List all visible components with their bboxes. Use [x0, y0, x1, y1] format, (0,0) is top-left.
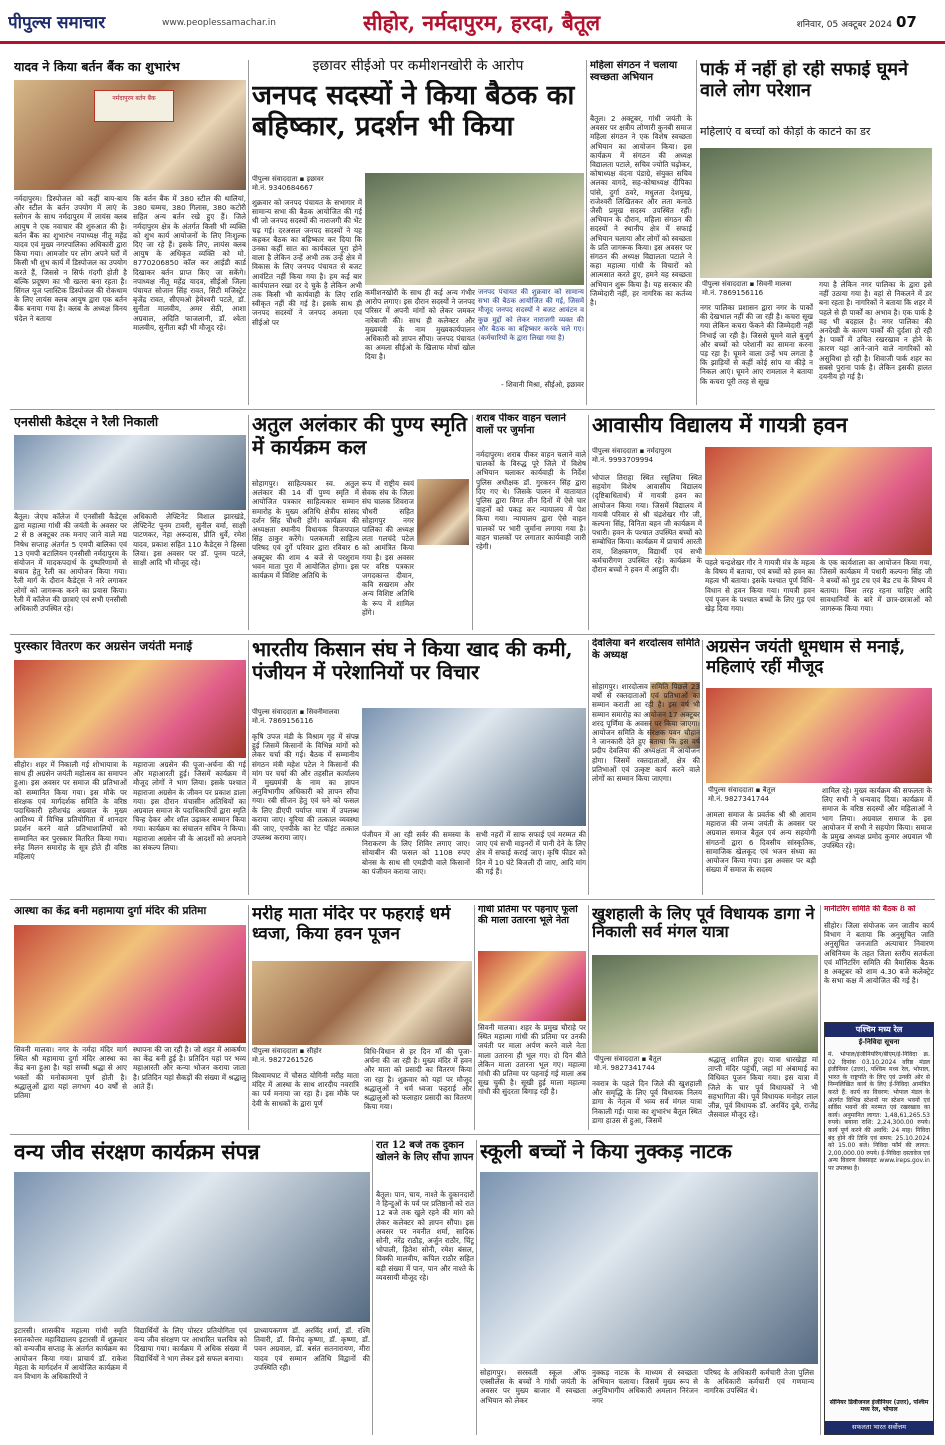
headline: अतुल अलंकार की पुण्य स्मृति में कार्यक्रम कल: [252, 413, 467, 459]
column-1: भोपाल तिराहा स्थित रसूलिया स्थित सहयोग विशेष आवासीय विद्यालय (दृष्टिबाधितार्थ) में गायत्री हवन का आयोजन किया गया। जिसमें विद्यालय में गायत्री परिवार से श्री चंद्रशेखर गौर जी, कल्पना सिंह, विनिता बहन जी कार्यक्रम में पधारी। हवन के पश्चात उपस्थित बच्चों को सम्बोधित किया। कार्यक्रम में प्राचार्य आरती राय, शिक्षकगण, विद्यार्थी एवं सभी कर्मचारीगण उपस्थित रहे। कार्यक्रम के दौरान बच्चों ने हवन में आहुति दी।: [592, 473, 702, 575]
site-url[interactable]: www.peoplessamachar.in: [162, 18, 276, 28]
headline: जनपद सदस्यों ने किया बैठक का बहिष्कार, प्रदर्शन भी किया: [252, 80, 575, 143]
article-shop-memorandum: [376, 1140, 474, 1435]
column-2: स्थापना की जा रही है। जो शहर में आकर्षण का केंद्र बनी हुई है। प्रतिदिन यहां पर भव्य महाआरती और कन्या भोजन कराया जाता है। प्रतिदिन यहां सैकड़ों की संख्या में श्रद्धालु आते हैं।: [133, 1045, 246, 1091]
column-1: आमला समाज के प्रवर्तक श्री श्री आराम महाराज की जन्म जयंती के अवसर पर अग्रवाल समाज बैतूल एवं अन्य सहयोगी संगठनों द्वारा 6 दिवसीय सांस्कृतिक, सामाजिक खेलकूद एवं भजन संध्या का आयोजन किया गया। इस अवसर पर बड़ी संख्या में समाज के सदस्य: [706, 810, 816, 875]
column-2: नुक्कड़ नाटक के माध्यम से स्वच्छता अभियान चलाया। जिसमें मुख्य रूप से अनुविभागीय अधिकारी अमलान निरंजन नगर: [592, 1368, 698, 1405]
headline: देवलिया बने शरदोत्सव समिति के अध्यक्ष: [592, 638, 700, 661]
column-2: रूप में राष्ट्रीय स्वयं सेवक संघ के जिला संघ चालक शिवराज चौधरी सहित सोहागपुर नगर पालिका की अध्यक्ष लता गलचंदे पटेल को आमंत्रित किया गया है। इस अवसर पर वरिष्ठ पत्रकार जगदकान्त दीवान, कवि सखराम और अन्य विशिष्ट अतिथि के रूप में शामिल होंगे।: [362, 479, 414, 617]
column-1: बैतूल। जेएच कॉलेज में एनसीसी कैडेट्स द्वारा महात्मा गांधी की जयंती के अवसर पर 2 से 8 अक्टूबर तक मनाए जाने वाले मद्य निषेध सप्ताह अंतर्गत 5 एमपी बालिका एवं 13 एमपी बटालियन एनसीसी नर्मदापुरम के संयोजन में मादकपदार्थ के दुष्परिणामों से बचाव हेतु रैली का आयोजन किया गया। रैली मार्ग के दौरान कैडेट्स ने नारे लगाकर लोगों को जागरूक करने का प्रयास किया। रैली में कॉलेज की छात्राएं एवं सभी एनसीसी अधिकारी उपस्थित रहे।: [14, 512, 127, 614]
photo: [252, 961, 472, 1045]
divider: [474, 905, 475, 1130]
article-park-cleanliness: [700, 60, 932, 405]
byline-place: इछावर: [306, 175, 324, 183]
byline-mobile: मो.नं. 7869156116: [702, 289, 764, 297]
row-divider: [10, 409, 935, 410]
byline: पीपुल्स संवाददाता ▪ नर्मदापुरम मो.नं. 9993709994: [592, 447, 672, 464]
byline-mobile: मो.नं. 7869156116: [252, 717, 314, 725]
subheadline: महिलाएं व बच्चों को कीड़ों के काटने का डर: [700, 126, 871, 138]
byline-place: सिवनीमालवा: [306, 708, 340, 716]
ad-org: पश्चिम मध्य रेल: [825, 1023, 933, 1037]
byline-name: पीपुल्स संवाददाता: [702, 280, 748, 288]
column-2: कि बर्तन बैंक में 380 स्टील की थालियां, 380 चम्मच, 380 गिलास, 380 कटोरी सहित अन्य बर्तन रखे हुए हैं। जिले नर्मदापुरम क्षेत्र के अंतर्गत किसी भी व्यक्ति को शुभ कार्य आयोजनों के लिए निःशुल्क दिए जा रहे हैं। इसके लिए, लायंस क्लब आयुष के अधिकृत व्यक्ति को मो. 8770206850 कॉल कर आईडी कार्ड दिखाकर बर्तन प्राप्त किए जा सकेंगे। नपाध्यक्ष नीतू महेंद्र यादव, सीईओ जिला पंचायत सोजान सिंह रावत, सिटी मजिस्ट्रेट बृजेंद्र रावत, सीएमओ हेमेश्वरी पटले, डॉ. सुनीता मालवीय, अमर सेठी, आशा अग्रवाल, अदिति फाजलानी, डॉ. श्वेता मालवीय, सुनीता बड़ी भी मौजूद रहे।: [133, 194, 246, 332]
byline: पीपुल्स संवाददाता ▪ बैतूल मो.नं. 9827341744: [594, 1055, 662, 1072]
column-1: विश्वामघाट में चौसठ योगिनी मरीह माता मंदिर में आस्था के साथ शारदीय नवरात्रि का पर्व मनाया जा रहा है। इस मौके पर देवी के साधकों के द्वारा पूर्ण: [252, 1071, 359, 1108]
brand-logo: पीपुल्स समाचार: [8, 13, 106, 33]
column-2: विधि-विधान से हर दिन माँ की पूजा-अर्चना की जा रही है। मुख्य मंदिर में हवन और माता को प्रसादी का वितरण किया जा रहा है। शुक्रवार को यहां पर मौजूद श्रद्धालुओं ने धर्म ध्वजा फहराई और श्रद्धालुओं को फलाहार प्रसादी का वितरण किया गया।: [364, 1047, 472, 1112]
headline: वन्य जीव संरक्षण कार्यक्रम संपन्न: [14, 1140, 260, 1164]
photo: [14, 925, 246, 1043]
byline-place: बैतूल: [762, 786, 776, 794]
headline: स्कूली बच्चों ने किया नुक्कड़ नाटक: [480, 1140, 732, 1163]
divider: [248, 60, 249, 405]
column-2: महाराजा अग्रसेन की पूजा-अर्चना की गई और महाआरती हुई। जिसमें कार्यक्रम में मौजूद लोगों ने भाग लिया। इसके पश्चात महाराजा अग्रसेन के जीवन पर प्रकाश डाला गया। इस दौरान मंचासीन अतिथियों का अग्रवाल समाज के पदाधिकारियों द्वारा स्मृति चिन्ह देकर और शॉल उढ़ाकर सम्मान किया गया। कार्यक्रम का संचालन सचिव ने किया। महाराजा अग्रसेन जी के आदर्शों को अपनाने का संकल्प लिया।: [133, 760, 246, 852]
headline: खुशहाली के लिए पूर्व विधायक डागा ने निकाली सर्व मंगल यात्रा: [592, 905, 815, 942]
photo: [706, 688, 932, 783]
byline-name: पीपुल्स संवाददाता: [252, 175, 298, 183]
body: बैतूल। पान, चाय, नाश्ते के दुकानदारों ने हिन्दुओं के पर्व पर प्रतिष्ठानों को रात 12 बजे तक खुले रहने की मांग को लेकर कलेक्टर को ज्ञापन सौंपा। इस अवसर पर नवनीत शर्मा, सादिक सोनी, नरेंद्र राठौड़, अर्जुन राठौर, चिंटू भोपाली, हितेश सोनी, रमेश बंसल, विक्की मालवीय, कपिल राठौर सहित बड़ी संख्या में पान, पान और नाश्ते के व्यवसायी मौजूद रहे।: [376, 1190, 474, 1282]
byline-name: पीपुल्स संवाददाता: [592, 447, 638, 455]
divider: [702, 640, 703, 895]
body: सीहोर। जिला संयोजक जन जातीय कार्य विभाग ने बताया कि अनुसूचित जाति अनुसूचित जनजाति अत्याचार निवारण अधिनियम के तहत जिला स्तरीय सतर्कता एवं मॉनिटरिंग समिति की त्रैमासिक बैठक 8 अक्टूबर को शाम 4.30 बजे कलेक्ट्रेट के सभा कक्ष में आयोजित की गई है।: [824, 921, 934, 986]
column-2: श्रद्धालु शामिल हुए। यात्रा धारखेड़ा मां ताप्ती मंदिर पहुंची, जहां मां अंबामाई का विधिवत पूजन किया गया। इस यात्रा में जिले के चार पूर्व विधायकों ने भी सहभागिता की। पूर्व विधायक मनोहर लाल जीन्न, पूर्व विधायक डॉ. अरविंद दुबे, राजेंद्र जैसवाल मौजूद रहे।: [708, 1055, 818, 1120]
photo: [705, 447, 932, 555]
column-2: कमीशनखोरी के साथ ही कई अन्य गंभीर आरोप लगाए। इस दौरान सदस्यों ने जनपद परिसर में अपनी मांगों को लेकर जमकर नारेबाजी की। साथ ही कलेक्टर और मुख्यमंत्री के नाम मुख्यकार्यपालन अधिकारी को ज्ञापन सौंपा। जनपद पंचायत का अमला सीईओ के खिलाफ मोर्चा खोल दिया है।: [365, 288, 475, 362]
divider: [476, 1140, 477, 1435]
divider: [588, 640, 589, 895]
column-3: परिषद के अधिकारी कर्मचारी तेजा पुलिस के अधिकारी कर्मचारी एवं गणमान्य नागरिक उपस्थित थे।: [704, 1368, 814, 1396]
article-janpad-boycott: [252, 58, 584, 405]
divider: [248, 640, 249, 895]
article-mahila-swachhta: [590, 60, 692, 405]
article-durga-mandir: [14, 905, 246, 1130]
column-1: सोहागपुर। सरस्वती स्कूल ऑफ एक्सीलेंस के बच्चों ने गांधी जयंती के अवसर पर मुख्य बाजार में स्वच्छता अभियान को लेकर: [480, 1368, 586, 1405]
byline: पीपुल्स संवाददाता ▪ इछावर मो.नं. 9340684667: [252, 175, 324, 192]
photo: [700, 148, 932, 278]
divider: [588, 415, 589, 630]
ad-text: मं. भोपाल/इंजीनियरिंग/बीएम/ई-निविदा क्र. 02 दिनांक 03.10.2024 वरिष्ठ मंडल इंजीनियर (उत्तर), पश्चिम मध्य रेल, भोपाल, भारत के राष्ट्रपति के लिए एवं उनकी ओर से निम्नलिखित कार्य के लिए ई-निविदा आमंत्रित करते हैं: कार्य का विवरण: भोपाल मंडल के अंतर्गत विभिन्न स्टेशनों पर स्टेशन भवनों एवं सर्विस भवनों की मरम्मत एवं रखरखाव का कार्य। अनुमानित लागत: 1,48,61,265.53 रुपये। बयाना राशि: 2,24,300.00 रुपये। कार्य पूर्ण करने की अवधि: 24 माह। निविदा बंद होने की तिथि एवं समय: 25.10.2024 को 15.00 बजे। निविदा फॉर्म की लागत: 2,00,000.00 रुपये। ई-निविदा दस्तावेज एवं अन्य विवरण वेबसाइट www.ireps.gov.in पर उपलब्ध है।: [828, 1051, 930, 1172]
article-agrasen-awards: [14, 640, 246, 895]
photo: [592, 955, 818, 1053]
article-kisan-sangh: [252, 638, 586, 895]
byline-mobile: मो.नं. 9827341744: [708, 795, 770, 803]
masthead-rule: [0, 41, 945, 44]
article-gayatri-havan: [592, 413, 932, 630]
divider: [372, 1140, 373, 1435]
divider: [696, 60, 697, 405]
article-ncc-rally: [14, 415, 246, 630]
article-wildlife: [14, 1140, 370, 1435]
ad-tagline: सफलता भारत सर्वोत्तम: [825, 1421, 933, 1434]
column-1: सिवनी मालवा। नगर के नर्मदा मंदिर मार्ग स्थित श्री महामाया दुर्गा मंदिर आस्था का केंद्र बना हुआ है। यहां सच्ची श्रद्धा से आए भक्तों की मनोकामना पूर्ण होती है। श्रद्धालुओं द्वारा यहां लगभग 40 वर्षों से प्रतिमा: [14, 1045, 127, 1101]
photo-banner: नर्मदापुरम बर्तन बैंक: [94, 90, 174, 122]
body: सिवनी मालवा। शहर के प्रमुख चौराहे पर स्थित महात्मा गांधी की प्रतिमा पर उनकी जयंती पर माला अर्पण करने वाले नेता माला उतारना ही भूल गए। दो दिन बीते लेकिन माला उतारना भूल गए। महात्मा गांधी की प्रतिमा पर पहनाई गई माला अब सूख चुकी है। सूखी हुई माला महात्मा गांधी की सुंदरता बिगाड़ रही है।: [478, 1023, 586, 1097]
railway-tender-ad: [824, 1022, 934, 1435]
article-drunk-driving: [476, 413, 586, 630]
kicker: इछावर सीईओ पर कमीशनखोरी के आरोप: [312, 58, 524, 74]
divider: [820, 905, 821, 1435]
byline-mobile: मो.नं. 9340684667: [252, 184, 314, 192]
quote-attribution: - शिवानी मिश्रा, सीईओ, इछावर: [501, 380, 584, 389]
region-title: सीहोर, नर्मदापुरम, हरदा, बैतूल: [363, 10, 601, 35]
article-marih-mata: [252, 905, 472, 1130]
headline: पुरस्कार वितरण कर अग्रसेन जयंती मनाई: [14, 640, 193, 653]
headline: गांधी प्रतिमा पर पहनाए फूलों की माला उतारना भूले नेता: [478, 905, 578, 926]
article-daga-yatra: [592, 905, 818, 1130]
photo: [14, 80, 246, 190]
body: बैतूल। 2 अक्टूबर, गांधी जयंती के अवसर पर क्षत्रीय लोणारी कुनबी समाज महिला संगठन ने एक विशेष स्वच्छता अभियान का आयोजन किया। इस कार्यक्रम में संगठन की अध्यक्ष विद्यालता पटाले, सचिव ज्योति चढ़ोकर, कोषाध्यक्ष वंदना पंडाग्रे, संयुक्त सचिव अलका वागदे, सह-कोषाध्यक्ष दीपिका पांसे, दुर्गा ठवरे, मधुलता देशमुख, राजेश्वरी लिखितकर और लता कनाठे जैसी प्रमुख सदस्य उपस्थित रहीं। अभियान के दौरान, महिला संगठन की सदस्यों ने स्थानीय क्षेत्र में सफाई अभियान चलाया और लोगों को स्वच्छता के प्रति जागरूक किया। इस अवसर पर संगठन की अध्यक्ष विद्यालता पटाले ने कहा महात्मा गांधी के विचारों को आत्मसात करते हुए, हमने यह स्वच्छता अभियान शुरू किया है। यह सरकार की जिम्मेदारी नहीं, हर नागरिक का कर्तव्य है।: [590, 114, 692, 308]
divider: [472, 415, 473, 630]
byline-mobile: मो.नं. 9993709994: [592, 456, 654, 464]
ad-footer: सीनियर डिवीजनल इंजीनियर (उत्तर), पश्चिम मध्य रेल, भोपाल: [829, 1399, 929, 1413]
article-nukkad-natak: [480, 1140, 818, 1435]
byline-mobile: मो.नं. 9827341744: [594, 1064, 656, 1072]
column-2: शामिल रहे। मुख्य कार्यक्रम की सफलता के लिए सभी ने धन्यवाद दिया। कार्यक्रम में समाज के वरिष्ठ सदस्यों और महिलाओं ने भाग लिया। अग्रवाल समाज के इस आयोजन में सभी ने सहयोग किया। समाज के प्रमुख अध्यक्ष प्रमोद कुमार अग्रवाल भी उपस्थित रहे।: [822, 786, 932, 851]
column-1: सोहागपुर। साहित्यकार स्व. अतुल अलंकार की 14 वीं पुण्य स्मृति में आयोजित पत्रकार साहित्यकार सम्मान समारोह के मुख्य अतिथि क्षेत्रीय सांसद दर्शन सिंह चौधरी होंगे। कार्यक्रम की अध्यक्षता स्थानीय विधायक विजयपाल सिंह ठाकुर करेंगे। पलकमती साहित्य परिषद एवं दुर्गे परिवार द्वारा रविवार 6 अक्टूबर की शाम 4 बजे से परशुराम भवन माता पुरा में आयोजित होगा। इस कार्यक्रम में विशिष्ट अतिथि के: [252, 479, 359, 581]
photo: [365, 173, 584, 285]
headline: रात 12 बजे तक दुकान खोलने के लिए सौंपा ज्ञापन: [376, 1140, 474, 1163]
headline: महिला संगठन ने चलाया स्वच्छता अभियान: [590, 60, 678, 83]
byline-place: नर्मदापुरम: [646, 447, 672, 455]
headline: मरीह माता मंदिर पर फहराई धर्म ध्वजा, किया हवन पूजन: [252, 905, 451, 944]
issue-date: शनिवार, 05 अक्टूबर 2024: [796, 20, 892, 30]
byline-name: पीपुल्स संवाददाता: [708, 786, 754, 794]
article-agrasen-betul: [706, 638, 932, 895]
column-2: विद्यार्थियों के लिए पोस्टर प्रतियोगिता एवं वन्य जीव संरक्षण पर आधारित चलचित्र को दिखाया गया। कार्यक्रम में अधिक संख्या में विद्यार्थियों ने भाग लेकर इसे सफल बनाया।: [134, 1326, 247, 1363]
ad-heading: ई-निविदा सूचना: [858, 1038, 900, 1046]
column-2: अधिकारी लेफ्टिनेंट विशाल झारखंडे, लेफ्टिनेंट पूनम टावरी, सुनील वर्मा, साक्षी पाटणकर, नेहा अरूदास, प्रीति धुर्वे, रमेश यादव, प्रकाश सहित 110 कैडेट्स ने हिस्सा लिया। इस अवसर पर डॉ. पूनम पटले, साक्षी आदि भी मौजूद रहे।: [133, 512, 246, 568]
article-gandhi-mala: [478, 905, 586, 1130]
photo: [478, 951, 586, 1021]
headline: आवासीय विद्यालय में गायत्री हवन: [592, 413, 848, 437]
byline: पीपुल्स संवाददाता ▪ बैतूल मो.नं. 9827341744: [708, 786, 776, 803]
headline: शराब पीकर वाहन चलाने वालों पर जुर्माना: [476, 413, 566, 436]
row-divider: [10, 634, 935, 635]
headline: यादव ने किया बर्तन बैंक का शुभारंभ: [14, 60, 180, 74]
byline-mobile: मो.नं. 9827261526: [252, 1056, 314, 1064]
row-divider: [10, 1134, 820, 1135]
column-1: सीहोर। शहर में निकाली गई शोभायात्रा के साथ ही अग्रसेन जयंती महोत्सव का समापन हुआ। इस अवसर पर समाज की प्रतिभाओं को सम्मानित किया गया। इस मौके पर संरक्षक एवं मार्गदर्शक समिति के वरिष्ठ पदाधिकारी हरीशचंद्र अग्रवाल के मुख्य आतिथ्य में विभिन्न प्रतियोगिता में शानदार प्रदर्शन करने वाले प्रतिभाशालियों को सम्मानित कर पुरस्कार वितरित किया गया। स्नेह मिलन समारोह के सूत्र होते ही वरिष्ठ महिलाएं: [14, 760, 127, 862]
divider: [248, 905, 249, 1130]
headline: अग्रसेन जयंती धूमधाम से मनाई, महिलाएं रहीं मौजूद: [706, 638, 906, 677]
column-1: नगर पालिका प्रशासन द्वारा नगर के पार्कों की देखभाल नहीं की जा रही है। कचरा सूख गया लेकिन कचरा फेंकने की जिम्मेदारी नहीं निभाई जा रही है। जिससे घूमने वाले बुजुर्ग और बच्चों को परेशानी का सामना करना पड़ रहा है। घूमने वाला उन्हें भय लगता है कि झाड़ियों से कहीं कोई सांप या कीड़े न निकल आएं। घूमने आए रामलाल ने बताया कि कचरा पूरी तरह से सूख: [700, 303, 813, 386]
row-divider: [10, 899, 935, 900]
column-1: इटारसी। शासकीय महात्मा गांधी स्मृति स्नातकोत्तर महाविद्यालय इटारसी में शुक्रवार को वन्यजीव सप्ताह के अंतर्गत कार्यक्रम का आयोजन किया गया। प्राचार्य डॉ. राकेश मेहता के मार्गदर्शन में आयोजित कार्यक्रम में वन विभाग के अधिकारियों ने: [14, 1326, 127, 1382]
photo: [14, 660, 246, 758]
headline: पार्क में नहीं हो रही सफाई घूमने वाले लोग परेशान: [700, 60, 909, 101]
byline-name: पीपुल्स संवाददाता: [594, 1055, 640, 1063]
column-3: सभी नहरों में साफ सफाई एवं मरम्मत की जाए एवं सभी माइनरों में पानी देने के लिए क्षेत्र में सफाई कराई जाए। कृषि फीडर को दिन में 10 घंटे बिजली दी जाए, आदि मांग की गई हैं।: [476, 830, 586, 876]
column-2: गया है लेकिन नगर पालिका के द्वारा इसे नहीं उठाया गया है। वहां से निकलने में डर बना रहता है। नागरिकों ने बताया कि शहर में पहले से ही पार्कों का अभाव है। एक पार्क है वह भी बदहाल है। नगर पालिका की अनदेखी के कारण पार्कों की दुर्दशा हो रही है। पार्कों में उचित रखरखाव न होने के कारण यहां आने-जाने वाले नागरिकों को असुविधा हो रही है। शिवाजी पार्क शहर का सबसे पुराना पार्क है। लेकिन इसकी हालत दयनीय हो गई है।: [819, 280, 932, 382]
byline-name: पीपुल्स संवाददाता: [252, 1047, 298, 1055]
column-1: शुक्रवार को जनपद पंचायत के सभागार में सामान्य सभा की बैठक आयोजित की गई थी जो जनपद सदस्यों की नाराजगी की भेंट चढ़ गई। दरअसल जनपद सदस्यों ने यह कहकर बैठक का बहिष्कार कर दिया कि उनका कहीं सात का कार्यकाल पूरा होने वाला है लेकिन उन्हें अभी तक उन्हें क्षेत्र में विकास के लिए जनपद पंचायत से बजट आवंटित नहीं किया गया है। हम कई बार कार्यपालन रखा दर दे चुके है लेकिन अभी तक किसी भी कार्यवाही के लिए राशि स्वीकृत नहीं की गई है। इसके साथ ही जनपद सदस्यों ने जनपद अमला एवं सीईओ पर: [252, 198, 362, 327]
byline-place: बैतूल: [648, 1055, 662, 1063]
headline: आस्था का केंद्र बनी महामाया दुर्गा मंदिर की प्रतिमा: [14, 905, 207, 917]
byline: पीपुल्स संवाददाता ▪ सिवनी मालवा मो.नं. 7869156116: [702, 280, 792, 297]
photo: [14, 435, 246, 510]
column-2: पंजीयन में आ रही सर्वर की समस्या के निराकरण के लिए शिविर लगाए जाए। सोयाबीन की फसल को 1108 रुपए बोनस के साथ सी एमडीपी वाले किसानों का पंजीयन कराया जाए।: [362, 830, 470, 876]
byline-place: सिवनी मालवा: [756, 280, 792, 288]
page-number: 07: [896, 13, 917, 31]
byline-name: पीपुल्स संवाददाता: [252, 708, 298, 716]
body: सोहागपुर। शारदोत्सव समिति पिछले 23 वर्षों से रक्तदाताओं एवं प्रतिभाओं का सम्मान कराती आ रही है। इस वर्ष भी सम्मान समारोह का आयोजन 17 अक्टूबर शरद पूर्णिमा के अवसर पर किया जाएगा। आयोजन समिति के संरक्षक पवन चौहान ने जानकारी देते हुए बताया कि इस वर्ष प्रदीप देवलिया की अध्यक्षता में आयोजन होगा। जिसमें रक्तदाताओं, क्षेत्र की प्रतिभाओं एवं उत्कृष्ट कार्य करने वाले लोगों का सम्मान किया जाएगा।: [592, 682, 700, 784]
headline: भारतीय किसान संघ ने किया खाद की कमी, पंजीयन में परेशानियों पर विचार: [252, 638, 573, 684]
portrait-photo: [417, 479, 469, 545]
divider: [586, 60, 587, 405]
byline: पीपुल्स संवाददाता ▪ सीहोर मो.नं. 9827261526: [252, 1047, 322, 1064]
photo-caption: जनपद पंचायत की शुक्रवार को सामान्य सभा की बैठक आयोजित की गई, जिसमें मौजूद जनपद सदस्यों ने बजट आवंटन व कुछ मुद्दों को लेकर नाराजगी व्यक्त की और बैठक का बहिष्कार करके चले गए। (कर्मचारियों के द्वारा लिखा गया है): [478, 288, 584, 343]
photo: [480, 1172, 818, 1364]
article-monitoring-committee: [824, 905, 934, 1017]
headline: एनसीसी कैडेट्स ने रैली निकाली: [14, 415, 159, 429]
photo: [362, 708, 586, 826]
divider: [248, 415, 249, 630]
masthead: [0, 0, 945, 44]
column-1: नर्मदापुरम। डिस्पोजल को कहीं बाय-बाय और स्टील के बर्तन उपयोग में लाएं के स्लोगन के साथ नर्मदापुरम में लायंस क्लब आयुष ने एक नवाचार की शुरुआत की है। बर्तन बैंक का शुभारंभ नपाध्यक्ष नीतू महेंद्र यादव एवं मुख्य नगरपालिका अधिकारी द्वारा किया गया। आमजोर पर लोग अपने घरों में किसी भी शुभ कार्य में डिस्पोजल का उपयोग करते हैं, जिससे न सिर्फ गंदगी होती है बल्कि प्रदूषण का भी खतरा बना रहता है। सिंगल यूज प्लास्टिक डिस्पोजल की रोकथाम के लिए लायंस क्लब आयुष द्वारा एक बर्तन बैंक बनाया गया है। क्लब के अध्यक्ष विनय चंदेल ने बताया: [14, 194, 127, 323]
column-3: के एक कार्यशाला का आयोजन किया गया, जिसमें कार्यक्रम में पधारी कल्पना सिंह जी ने बच्चों को गुड टच एवं बैड टच के विषय में बताया। किस तरह रहना चाहिए आदि सावधानियों के बारे में छात्र-छात्राओं को जागरूक किया गया।: [820, 558, 932, 614]
body: नर्मदापुरम। शराब पीकर वाहन चलाने वाले चालकों के विरुद्ध पूरे जिले में विशेष अभियान चलाकर कार्यवाही के निर्देश पुलिस अधीक्षक डॉ. गुरकरन सिंह द्वारा दिए गए थे। जिसके पालन में यातायात पुलिस द्वारा विगत तीन दिनों में ऐसे चार वाहनों को पकड़ कर न्यायालय में पेश किया गया। न्यायालय द्वारा ऐसे वाहन चालकों पर भारी जुर्माना लगाया गया है। वाहन चालकों पर लगातार कार्यवाही जारी रहेगी।: [476, 450, 586, 552]
column-1: कृषि उपज मंडी के विश्राम गृह में संपन्न हुई जिसमें किसानों के विभिन्न मांगों को लेकर चर्चा की गई। बैठक में सम्मानीय संगठन मंत्री महेश पटेल ने किसानों की मांग पर चर्चा की और तहसील कार्यालय में मुख्यमंत्री के नाम का ज्ञापन अनुविभागीय अधिकारी को ज्ञापन सौंपा गया। रबी सीजन हेतु एवं चने को फसल के लिए डीएपी पर्याप्त मात्रा में उपलब्ध कराया जाए। यूरिया की तत्काल व्यवस्था की जाए, एनपीके का रेट पॉइंट तत्काल उपलब्ध कराया जाए।: [252, 732, 359, 843]
byline-place: सीहोर: [306, 1047, 322, 1055]
column-2: पहले चन्द्रशेखर गौर ने गायत्री मंत्र के महत्व के विषय में बताया, एवं बच्चों को हवन का महत्व भी बताया। इसके पश्चात पूर्ण विधि-विधान से हवन किया गया। गायत्री हवन एवं पूजन के पश्चात बच्चों के लिए गुड़ एवं खेड़ दिया गया।: [705, 558, 815, 614]
article-bartan-bank: [14, 60, 246, 405]
column-1: नवरात्र के पहले दिन जिले की खुशहाली और समृद्धि के लिए पूर्व विधायक निलय डागा के नेतृत्व में भव्य सर्व मंगल यात्रा निकाली गई। यात्रा का शुभारंभ बैतूल स्थित डागा हाउस से हुआ, जिसमें: [592, 1079, 702, 1125]
headline: मानीटरिंग समिति की बैठक 8 को: [824, 905, 916, 913]
divider: [588, 905, 589, 1130]
article-deolia-sharadotsav: [592, 638, 700, 895]
column-3: प्राध्यापकगण डॉ. अरविंद शर्मा, डॉ. रश्मि तिवारी, डॉ. विनोद कृष्णा, डॉ. कृष्णा, डॉ. पवन अग्रवाल, डॉ. बसंत सतनारायण, मीरा यादव एवं सम्मान अतिथि विद्वानों की उपस्थिति रही।: [254, 1326, 370, 1372]
byline: पीपुल्स संवाददाता ▪ सिवनीमालवा मो.नं. 7869156116: [252, 708, 340, 725]
article-atul-alankar: [252, 413, 469, 630]
photo: [14, 1172, 370, 1322]
